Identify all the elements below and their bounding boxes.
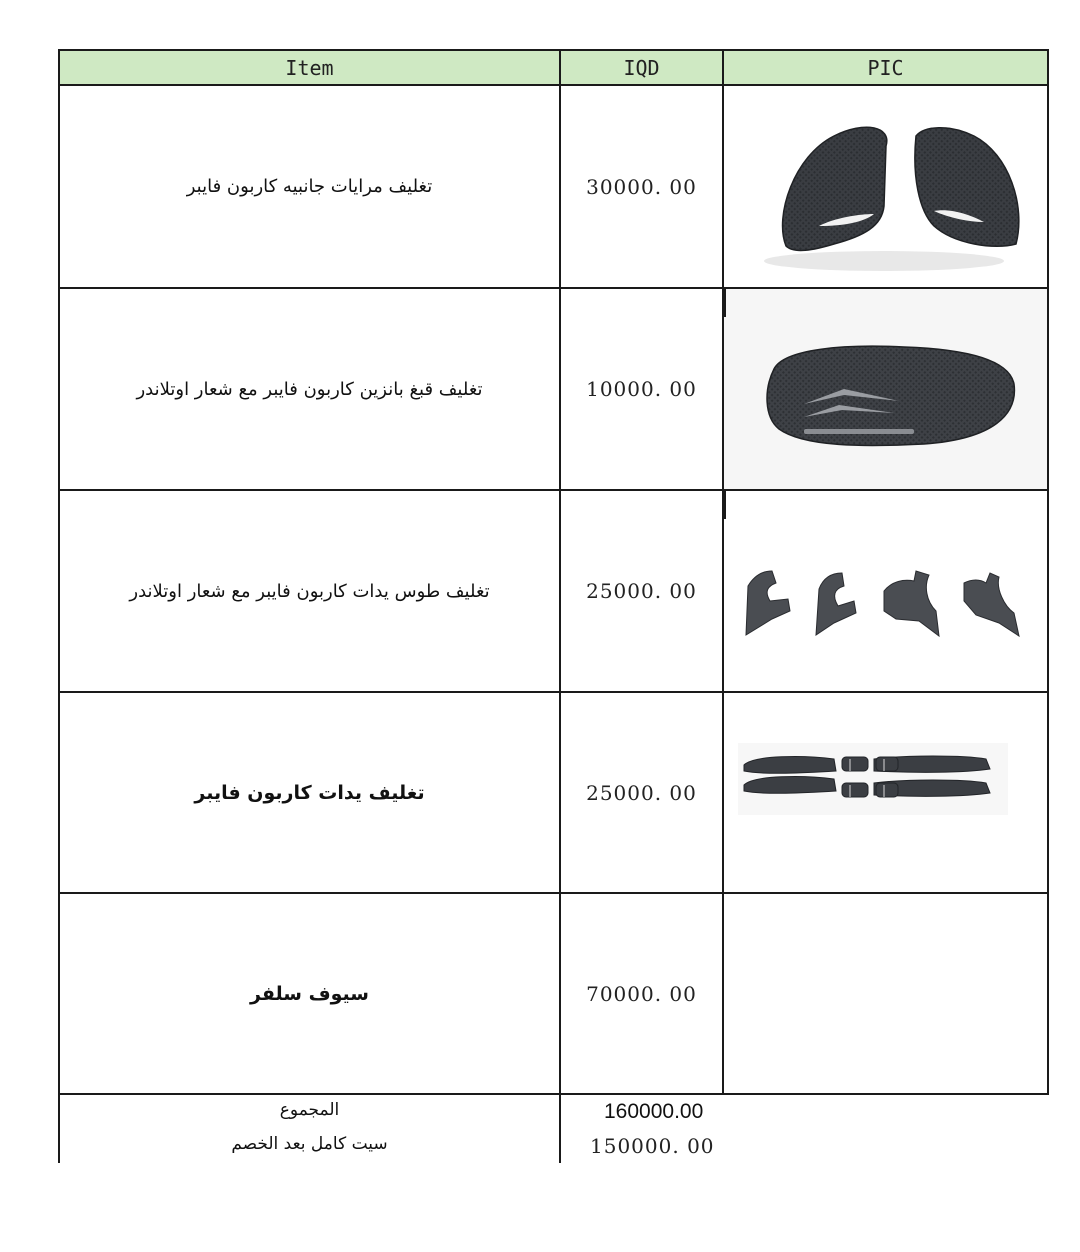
item-label: تغليف طوس يدات كاربون فايبر مع شعار اوتلاندر xyxy=(129,580,490,602)
door-bowl-covers-image xyxy=(724,491,1047,691)
header-pic-label: PIC xyxy=(867,55,904,80)
header-pic xyxy=(724,51,1047,84)
price-value: 25000. 00 xyxy=(586,579,697,603)
row-2-item xyxy=(60,289,559,489)
row-5-price xyxy=(561,894,722,1093)
grid-line xyxy=(58,49,1049,51)
price-value: 30000. 00 xyxy=(586,174,697,199)
discount-label xyxy=(60,1134,559,1154)
total-value-text: 160000.00 xyxy=(604,1100,704,1123)
total-label xyxy=(60,1100,559,1120)
discount-label-text: سيت كامل بعد الخصم xyxy=(231,1134,388,1154)
grid-line xyxy=(1047,49,1049,1095)
row-2-price xyxy=(561,289,722,489)
grid-line xyxy=(559,1093,561,1163)
row-1-price xyxy=(561,86,722,287)
row-4-price xyxy=(561,693,722,892)
item-label: تغليف مرايات جانبيه كاربون فايبر xyxy=(186,176,433,197)
grid-line xyxy=(58,1093,1049,1095)
total-value xyxy=(604,1100,703,1124)
header-price-label: IQD xyxy=(623,55,660,80)
header-item xyxy=(60,51,559,84)
item-label: تغليف يدات كاربون فايبر xyxy=(194,781,425,804)
discount-value xyxy=(590,1134,715,1158)
row-1-item xyxy=(60,86,559,287)
mirror-covers-image xyxy=(724,86,1047,287)
item-label: سيوف سلفر xyxy=(250,982,369,1005)
header-item-label: Item xyxy=(285,55,334,80)
item-label: تغليف قبغ بانزين كاربون فايبر مع شعار اوتلاندر xyxy=(136,378,483,400)
discount-value-text: 150000. 00 xyxy=(590,1134,715,1158)
row-5-item xyxy=(60,894,559,1093)
price-value: 70000. 00 xyxy=(586,981,697,1006)
row-4-item xyxy=(60,693,559,892)
header-price xyxy=(561,51,722,84)
row-3-item xyxy=(60,491,559,691)
total-label-text: المجموع xyxy=(279,1100,340,1120)
door-handle-covers-image xyxy=(724,693,1047,892)
price-value: 25000. 00 xyxy=(586,780,697,805)
row-3-price xyxy=(561,491,722,691)
price-value: 10000. 00 xyxy=(586,377,697,401)
fuel-cap-cover-image xyxy=(724,289,1047,489)
